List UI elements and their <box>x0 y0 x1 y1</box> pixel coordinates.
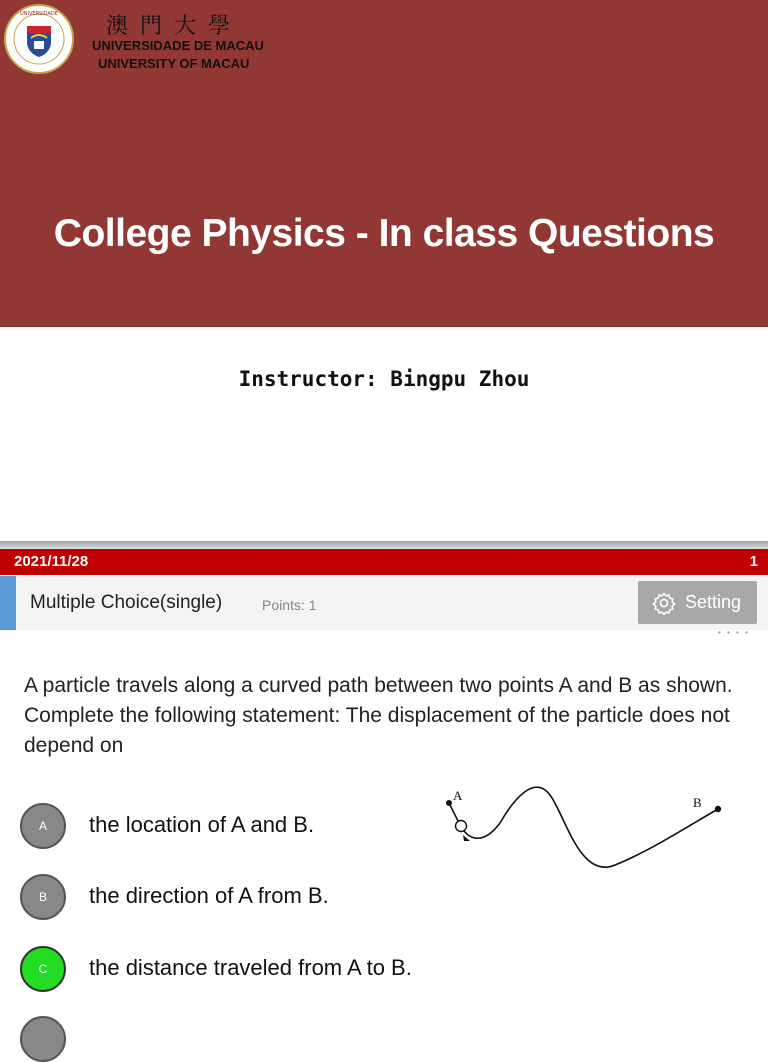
svg-text:UNIVERSIDADE: UNIVERSIDADE <box>20 11 58 17</box>
university-name-portuguese: UNIVERSIDADE DE MACAU <box>92 38 264 53</box>
accent-stripe <box>0 576 16 630</box>
decorative-dots: • • • • <box>718 628 750 637</box>
option-d-circle-partial[interactable] <box>20 1016 66 1062</box>
university-name-chinese: 澳門大學 <box>106 14 243 39</box>
point-a-dot <box>446 800 452 806</box>
option-c[interactable] <box>20 946 540 992</box>
option-a-circle[interactable]: A <box>20 803 66 849</box>
question-date: 2021/11/28 <box>14 553 89 570</box>
option-c-text: the distance traveled from A to B. <box>89 955 412 980</box>
instructor-name: Instructor: Bingpu Zhou <box>238 367 530 391</box>
point-b-label: B <box>693 795 702 810</box>
header-banner <box>0 0 768 327</box>
question-type: Multiple Choice(single) <box>30 592 223 613</box>
slide-title: College Physics - In class Questions <box>53 212 715 255</box>
option-b-circle[interactable]: B <box>20 874 66 920</box>
university-seal-logo <box>4 4 74 74</box>
university-name-english: UNIVERSITY OF MACAU <box>98 56 250 71</box>
question-date-bar <box>0 549 768 575</box>
bar-shadow <box>0 541 768 549</box>
curved-path-diagram <box>440 785 730 875</box>
setting-button[interactable] <box>638 581 757 624</box>
point-b-dot <box>715 806 721 812</box>
option-b-text: the direction of A from B. <box>89 883 329 908</box>
option-a-text: the location of A and B. <box>89 812 315 837</box>
question-header <box>0 576 768 630</box>
setting-label: Setting <box>685 592 742 612</box>
option-b[interactable] <box>20 874 540 920</box>
particle <box>456 821 467 832</box>
question-text: A particle travels along a curved path between two points A and B as shown. Complete the following statement: The displacement of the particle does not depend on <box>24 674 733 757</box>
question-points: Points: 1 <box>262 597 317 613</box>
page-number: 1 <box>749 553 758 570</box>
gear-icon <box>652 591 676 615</box>
option-c-circle[interactable]: C <box>20 946 66 992</box>
point-a-label: A <box>453 788 463 803</box>
